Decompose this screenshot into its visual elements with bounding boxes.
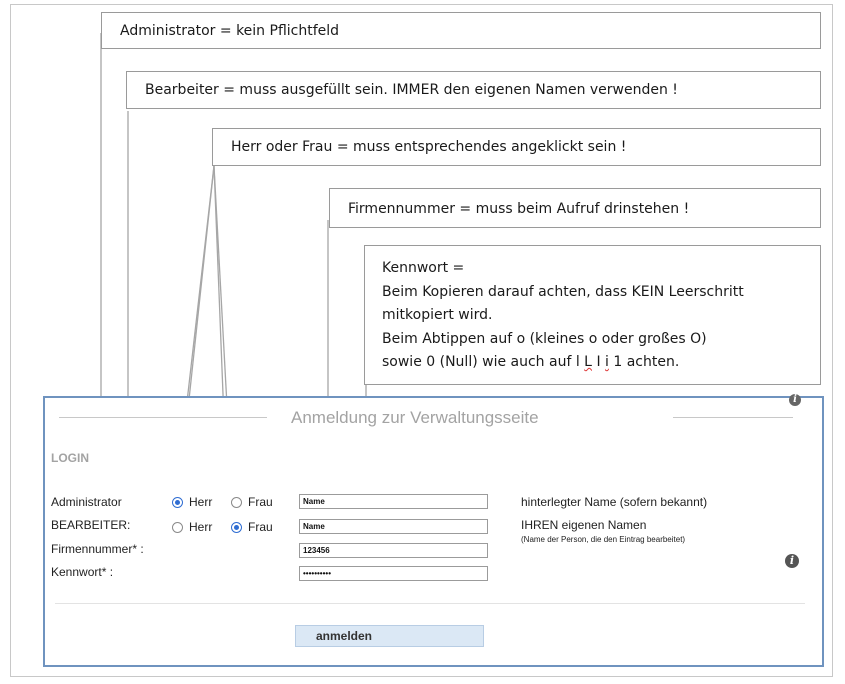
callout-firmennummer-text: Firmennummer = muss beim Aufruf drinstehen ! bbox=[348, 201, 690, 217]
char-L: L bbox=[584, 354, 592, 370]
callout-kennwort bbox=[364, 245, 821, 385]
login-panel bbox=[43, 396, 824, 667]
char-I: I bbox=[596, 354, 601, 370]
callout-bearbeiter bbox=[126, 71, 821, 109]
callout-kennwort-line4: Beim Abtippen auf o (kleines o oder großes O) bbox=[382, 330, 707, 347]
kennwort-password-input[interactable]: •••••••••• bbox=[299, 566, 488, 581]
form-divider bbox=[55, 603, 805, 604]
bearbeiter-label: BEARBEITER: bbox=[51, 518, 131, 532]
callout-anrede-text: Herr oder Frau = muss entsprechendes angeklickt sein ! bbox=[231, 139, 627, 155]
administrator-herr-radio[interactable] bbox=[172, 497, 183, 508]
line5-prefix: sowie 0 (Null) wie auch auf bbox=[382, 354, 576, 370]
firmennummer-info-icon[interactable]: i bbox=[785, 554, 799, 568]
administrator-herr-label: Herr bbox=[189, 495, 213, 509]
callout-administrator-text: Administrator = kein Pflichtfeld bbox=[120, 23, 340, 39]
callout-kennwort-line2: Beim Kopieren darauf achten, dass KEIN Leerschritt bbox=[382, 283, 744, 300]
administrator-name-input[interactable]: Name bbox=[299, 494, 488, 509]
callout-anrede bbox=[212, 128, 821, 166]
char-i: i bbox=[605, 354, 609, 370]
callout-administrator bbox=[101, 12, 821, 49]
anmelden-button[interactable]: anmelden bbox=[295, 625, 484, 647]
bearbeiter-hint: IHREN eigenen Namen bbox=[521, 518, 647, 532]
bearbeiter-name-input[interactable]: Name bbox=[299, 519, 488, 534]
page-title: Anmeldung zur Verwaltungsseite bbox=[291, 408, 539, 427]
administrator-label: Administrator bbox=[51, 495, 122, 509]
bearbeiter-frau-radio[interactable] bbox=[231, 522, 242, 533]
callout-firmennummer bbox=[329, 188, 821, 228]
char-l: l bbox=[575, 354, 580, 370]
title-divider-right bbox=[673, 417, 793, 418]
callout-kennwort-line1: Kennwort = bbox=[382, 260, 465, 276]
bearbeiter-frau-label: Frau bbox=[248, 520, 273, 534]
bearbeiter-hint-sub: (Name der Person, die den Eintrag bearbeitet) bbox=[521, 535, 686, 544]
info-icon[interactable]: i bbox=[789, 394, 801, 406]
kennwort-label: Kennwort* : bbox=[51, 565, 114, 579]
line5-suffix: 1 achten. bbox=[608, 354, 680, 370]
bearbeiter-herr-radio[interactable] bbox=[172, 522, 183, 533]
callout-bearbeiter-text: Bearbeiter = muss ausgefüllt sein. IMMER den eigenen Namen verwenden ! bbox=[145, 82, 678, 98]
title-divider-left bbox=[59, 417, 267, 418]
administrator-frau-label: Frau bbox=[248, 495, 273, 509]
firmennummer-label: Firmennummer* : bbox=[51, 542, 144, 556]
administrator-hint: hinterlegter Name (sofern bekannt) bbox=[521, 495, 708, 509]
section-label-login: LOGIN bbox=[51, 451, 89, 465]
firmennummer-input[interactable]: 123456 bbox=[299, 543, 488, 558]
callout-kennwort-line3: mitkopiert wird. bbox=[382, 307, 493, 323]
bearbeiter-herr-label: Herr bbox=[189, 520, 213, 534]
administrator-frau-radio[interactable] bbox=[231, 497, 242, 508]
callout-kennwort-line5 bbox=[382, 351, 744, 375]
